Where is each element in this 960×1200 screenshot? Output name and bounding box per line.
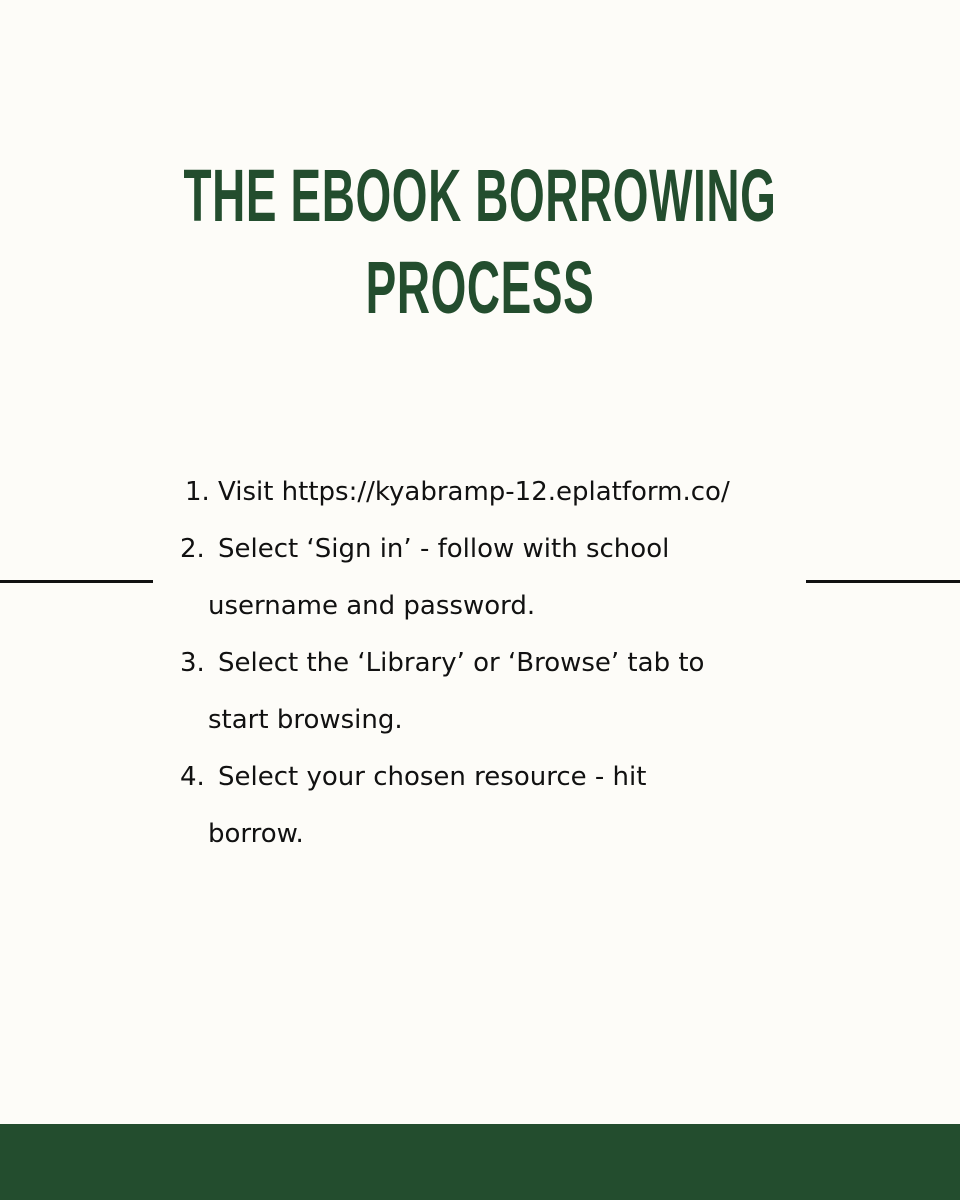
step-item <box>180 521 800 635</box>
step-text: Select ‘Sign in’ - follow with school <box>218 534 670 564</box>
step-number: 4. <box>180 762 205 792</box>
step-item <box>180 749 800 863</box>
step-number: 1. <box>185 477 210 507</box>
title-line-1: THE EBOOK BORROWING <box>183 154 777 237</box>
step-text-continued: start browsing. <box>208 705 403 735</box>
step-text: Visit https://kyabramp-12.eplatform.co/ <box>218 477 730 507</box>
step-text-continued: username and password. <box>208 591 536 621</box>
left-divider <box>0 580 153 583</box>
footer-bar <box>0 1124 960 1200</box>
step-number: 3. <box>180 648 205 678</box>
step-text-continued: borrow. <box>208 819 304 849</box>
step-number: 2. <box>180 534 205 564</box>
steps-list <box>180 464 800 863</box>
title-line-2: PROCESS <box>365 246 595 329</box>
step-text: Select your chosen resource - hit <box>218 762 647 792</box>
step-text: Select the ‘Library’ or ‘Browse’ tab to <box>218 648 705 678</box>
step-item <box>180 464 800 521</box>
page-title <box>182 150 777 334</box>
step-item <box>180 635 800 749</box>
right-divider <box>806 580 960 583</box>
